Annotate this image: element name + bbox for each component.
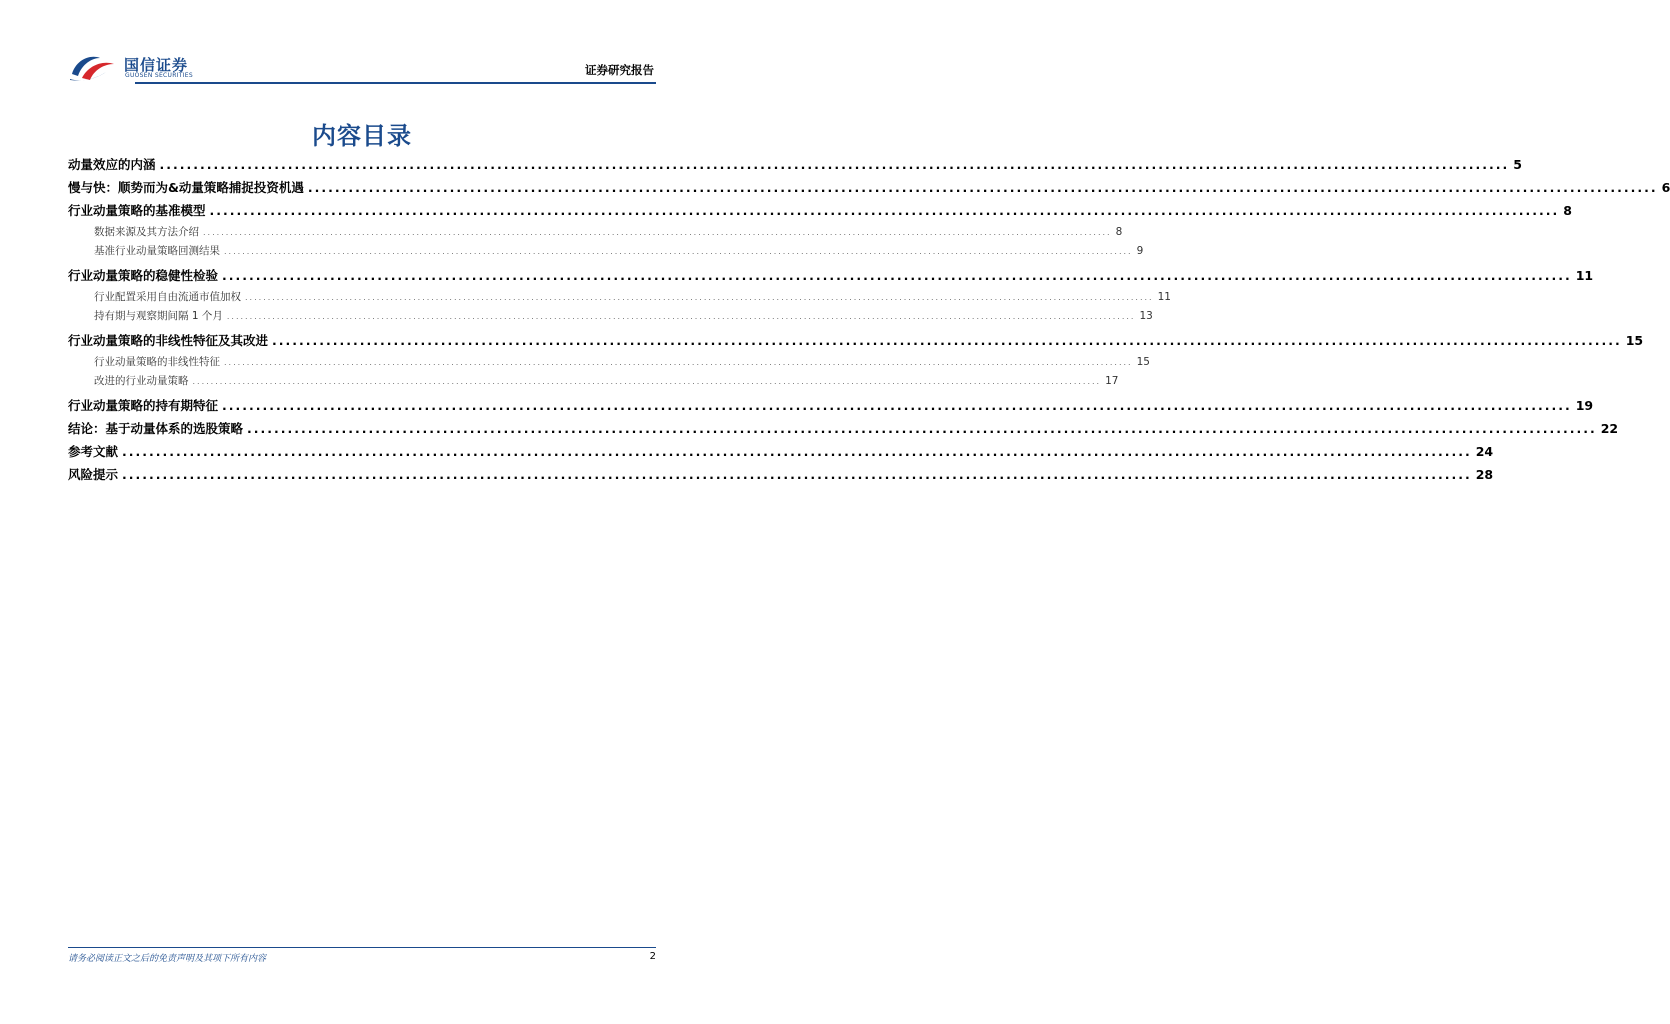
toc-entry-page: 13 [1139,310,1153,322]
toc-section-entry[interactable] [68,224,1123,240]
toc-chapter-entry[interactable] [68,419,1619,439]
page-number: 2 [649,951,656,962]
toc-entry-label: 慢与快：顺势而为&动量策略捕捉投资机遇 [68,180,304,195]
toc-entry-page: 8 [1563,203,1572,218]
guosen-logo-icon [68,52,118,82]
toc-section-entry[interactable] [68,289,1171,305]
toc-entry-page: 11 [1575,268,1594,283]
toc-dot-leader: ........................................................................................................................................................................................................ [224,247,1133,256]
toc-entry-page: 9 [1136,245,1144,257]
toc-dot-leader: ........................................................................................................................................................................................................ [272,333,1622,348]
toc-entry-page: 5 [1513,157,1522,172]
toc-dot-leader: ........................................................................................................................................................................................................ [245,293,1154,302]
toc-entry-label: 行业动量策略的稳健性检验 [68,268,219,283]
toc-dot-leader: ........................................................................................................................................................................................................ [247,421,1597,436]
toc-entry-label: 结论：基于动量体系的选股策略 [68,421,244,436]
header-divider [135,82,656,84]
logo-chinese-name: 国信证券 [124,56,189,74]
toc-section-entry[interactable] [68,354,1150,370]
toc-dot-leader: ........................................................................................................................................................................................................ [224,358,1133,367]
toc-entry-page: 8 [1115,226,1123,238]
guosen-logo [68,50,208,84]
toc-entry-label: 基准行业动量策略回测结果 [94,245,220,257]
toc-dot-leader: ........................................................................................................................................................................................................ [307,180,1658,195]
toc-chapter-entry[interactable] [68,201,1572,221]
toc-section-entry[interactable] [68,243,1144,259]
toc-entry-page: 22 [1600,421,1619,436]
logo-english-name: GUOSEN SECURITIES [125,72,194,79]
toc-entry-label: 行业动量策略的持有期特征 [68,398,219,413]
toc-entry-page: 24 [1475,444,1494,459]
toc-chapter-entry[interactable] [68,331,1644,351]
toc-entry-label: 数据来源及其方法介绍 [94,226,199,238]
footer-divider [68,947,656,948]
page-header [68,50,656,84]
toc-entry-page: 15 [1625,333,1644,348]
toc-entry-label: 动量效应的内涵 [68,157,156,172]
toc-dot-leader: ........................................................................................................................................................................................................ [192,377,1102,386]
toc-entry-label: 行业动量策略的非线性特征及其改进 [68,333,269,348]
footer-disclaimer: 请务必阅读正文之后的免责声明及其项下所有内容 [68,954,267,964]
report-type-label: 证券研究报告 [585,63,654,77]
toc-entry-page: 6 [1661,180,1670,195]
toc-chapter-entry[interactable] [68,396,1594,416]
toc-entry-label: 行业动量策略的非线性特征 [94,356,220,368]
toc-entry-page: 11 [1157,291,1171,303]
toc-dot-leader: ........................................................................................................................................................................................................ [159,157,1510,172]
toc-entry-page: 19 [1575,398,1594,413]
toc-chapter-entry[interactable] [68,266,1594,286]
toc-entry-label: 持有期与观察期间隔 1 个月 [94,310,223,322]
toc-entry-label: 行业动量策略的基准模型 [68,203,206,218]
toc-entry-label: 改进的行业动量策略 [94,375,189,387]
toc-dot-leader: ........................................................................................................................................................................................................ [203,228,1112,237]
toc-section-entry[interactable] [68,308,1153,324]
toc-chapter-entry[interactable] [68,155,1522,175]
toc-entry-label: 风险提示 [68,467,119,482]
toc-entry-label: 参考文献 [68,444,119,459]
toc-dot-leader: ........................................................................................................................................................................................................ [226,312,1136,321]
toc-title: 内容目录 [312,122,412,150]
toc-entry-page: 15 [1136,356,1150,368]
toc-chapter-entry[interactable] [68,178,1670,198]
toc-entry-page: 17 [1105,375,1119,387]
toc-entry-page: 28 [1475,467,1494,482]
toc-chapter-entry[interactable] [68,465,1494,485]
toc-dot-leader: ........................................................................................................................................................................................................ [122,444,1472,459]
toc-dot-leader: ........................................................................................................................................................................................................ [222,398,1572,413]
toc-entry-label: 行业配置采用自由流通市值加权 [94,291,241,303]
toc-chapter-entry[interactable] [68,442,1494,462]
toc-dot-leader: ........................................................................................................................................................................................................ [209,203,1560,218]
toc-dot-leader: ........................................................................................................................................................................................................ [122,467,1472,482]
toc-section-entry[interactable] [68,373,1119,389]
toc-dot-leader: ........................................................................................................................................................................................................ [222,268,1572,283]
